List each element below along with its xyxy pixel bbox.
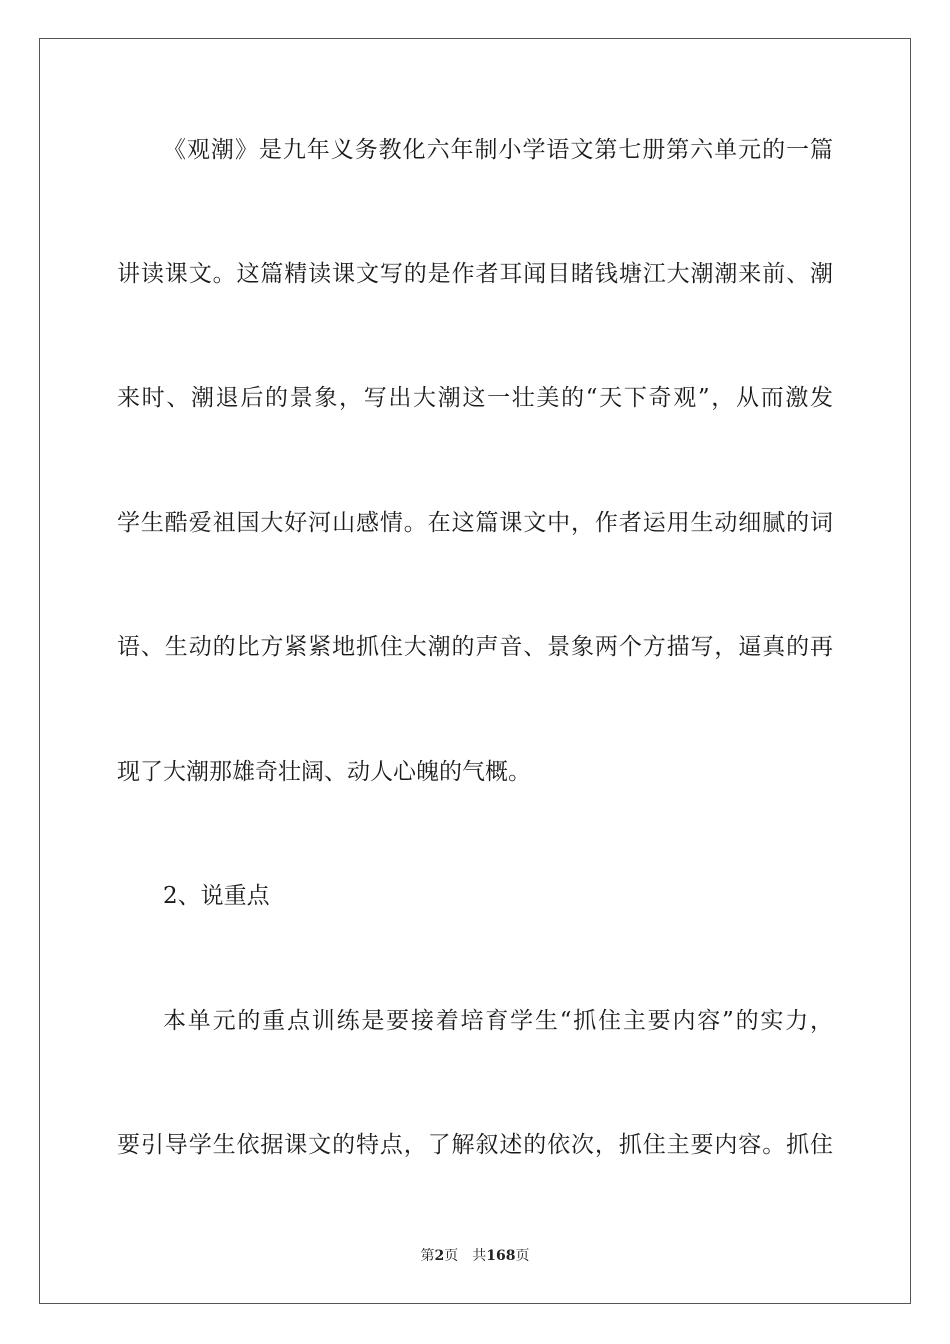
paragraph-1-line-2: 讲读课文。这篇精读课文写的是作者耳闻目睹钱塘江大潮潮来前、潮 [117,261,833,287]
page-footer [0,1247,950,1265]
footer-total-pages: 168 [486,1248,516,1264]
footer-page-suffix: 页 [444,1248,459,1264]
paragraph-2-line-2: 要引导学生依据课文的特点，了解叙述的依次，抓住主要内容。抓住 [117,1132,833,1158]
paragraph-1-line-3: 来时、潮退后的景象，写出大潮这一壮美的“天下奇观”，从而激发 [117,385,833,411]
paragraph-2-line-1: 本单元的重点训练是要接着培育学生“抓住主要内容”的实力， [163,1008,833,1034]
paragraph-1-line-4: 学生酷爱祖国大好河山感情。在这篇课文中，作者运用生动细腻的词 [117,510,833,536]
paragraph-1-line-6: 现了大潮那雄奇壮阔、动人心魄的气概。 [117,759,531,785]
footer-page-number: 2 [434,1248,445,1264]
paragraph-1-line-1: 《观潮》是九年义务教化六年制小学语文第七册第六单元的一篇 [163,137,833,163]
section-heading: 2、说重点 [163,883,270,909]
page-border [39,38,911,1304]
paragraph-1-line-5: 语、生动的比方紧紧地抓住大潮的声音、景象两个方描写，逼真的再 [117,634,833,660]
footer-page-prefix: 第 [420,1248,435,1264]
footer-total-suffix: 页 [515,1248,530,1264]
footer-total-prefix: 共 [472,1248,487,1264]
